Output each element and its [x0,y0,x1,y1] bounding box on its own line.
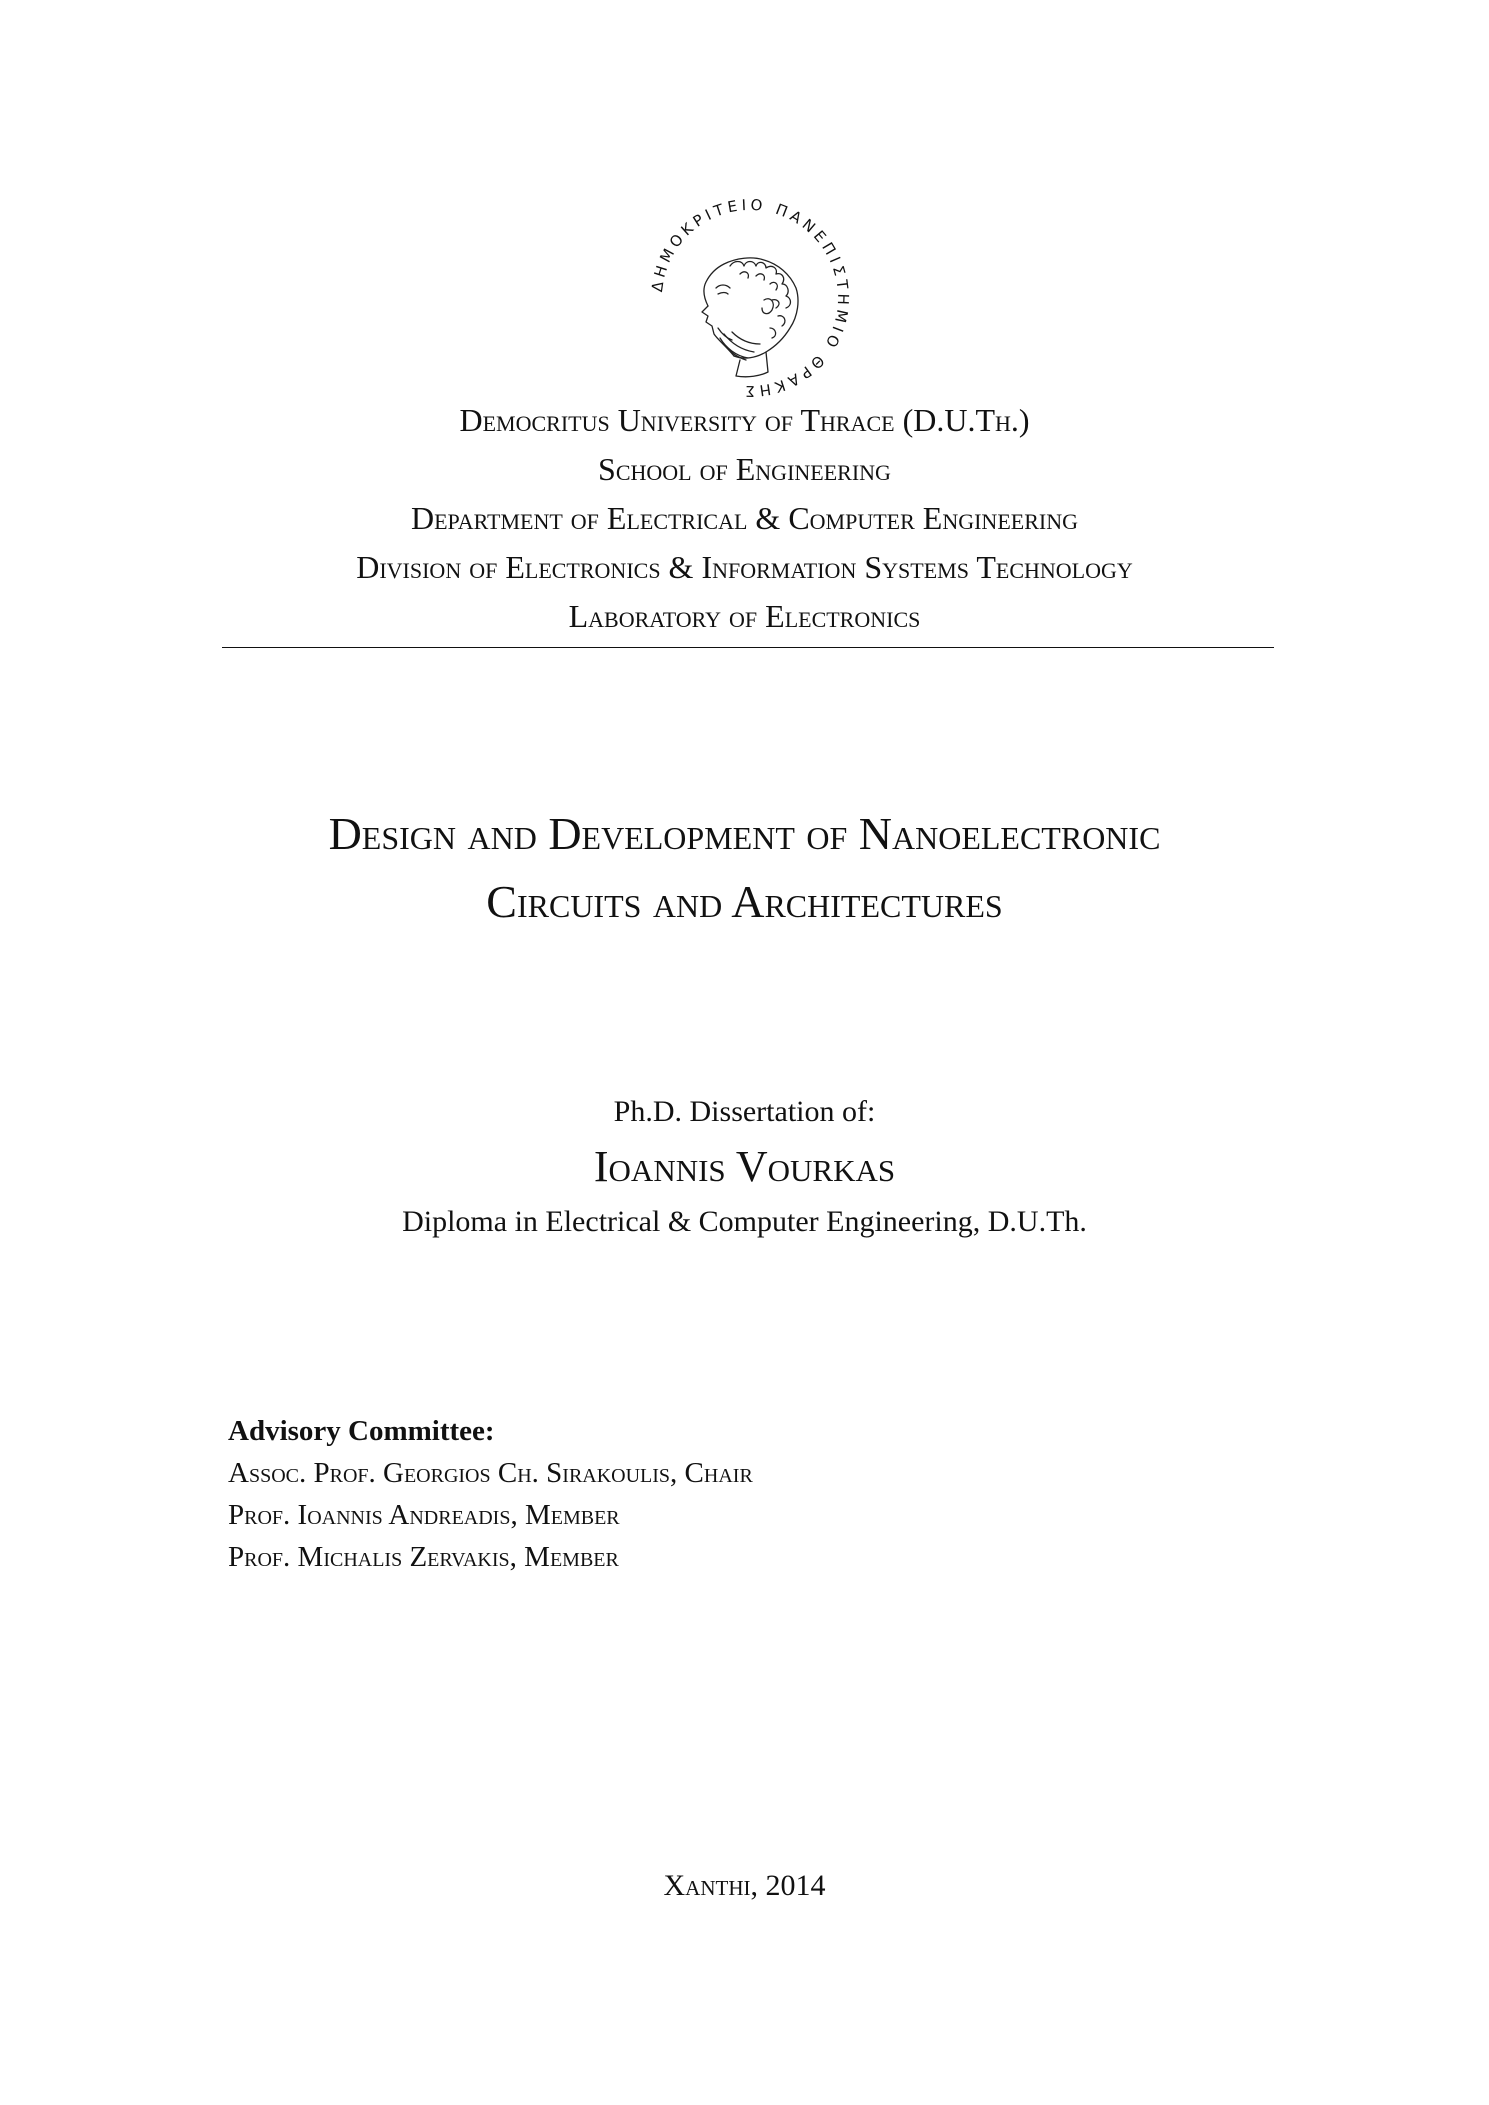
dissertation-title-line-2: Circuits and Architectures [486,876,1003,927]
committee-member-2: Prof. Ioannis Andreadis, Member [228,1499,620,1531]
laboratory-name: Laboratory of Electronics [568,598,921,634]
svg-text:ΔΗΜΟΚΡΙΤΕΙΟ ΠΑΝΕΠΙΣΤΗΜΙΟ ΘΡΑΚΗ: ΔΗΜΟΚΡΙΤΕΙΟ ΠΑΝΕΠΙΣΤΗΜΙΟ ΘΡΑΚΗΣ [648,195,853,401]
committee-heading: Advisory Committee: [228,1415,495,1447]
department-name: Department of Electrical & Computer Engineering [411,500,1078,536]
committee-member-chair: Assoc. Prof. Georgios Ch. Sirakoulis, Chair [228,1457,753,1489]
author-degree: Diploma in Electrical & Computer Engineering, D.U.Th. [402,1205,1087,1238]
dissertation-label: Ph.D. Dissertation of: [613,1095,876,1128]
dissertation-title-line-1: Design and Development of Nanoelectronic [328,808,1161,859]
division-name: Division of Electronics & Information Systems Technology [356,549,1133,585]
university-name: Democritus University of Thrace (D.U.Th.) [459,402,1030,438]
university-seal-icon [640,188,860,408]
committee-member-3: Prof. Michalis Zervakis, Member [228,1541,619,1573]
place-date: Xanthi, 2014 [663,1869,826,1902]
header-divider [222,647,1274,648]
author-name: Ioannis Vourkas [593,1142,896,1191]
school-name: School of Engineering [598,451,891,487]
